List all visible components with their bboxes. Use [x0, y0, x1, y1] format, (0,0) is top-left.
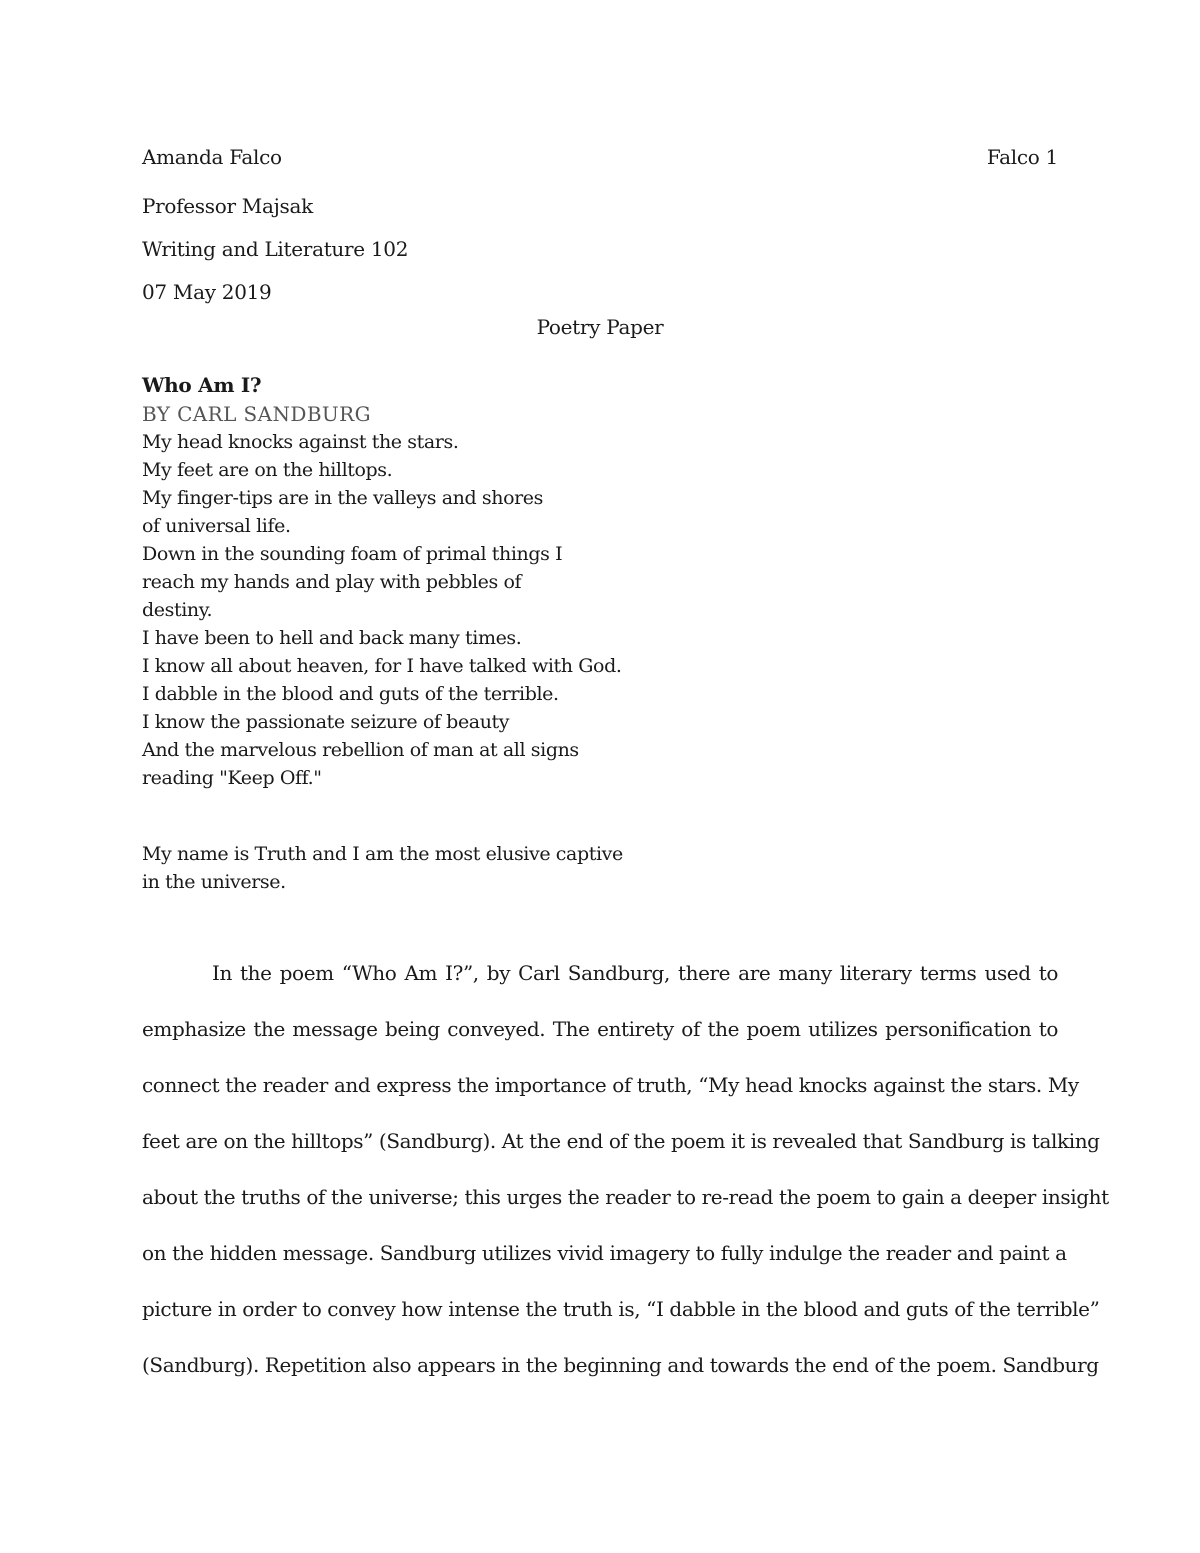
professor-name: Professor Majsak — [142, 194, 313, 218]
poem-line: I dabble in the blood and guts of the terrible. — [142, 683, 559, 705]
page-number: Falco 1 — [986, 145, 1058, 169]
author-name: Amanda Falco — [142, 145, 282, 169]
poem-line: My name is Truth and I am the most elusive captive — [142, 843, 623, 865]
poem-line: of universal life. — [142, 515, 291, 537]
poem-line: Down in the sounding foam of primal things I — [142, 543, 563, 565]
poem-block — [142, 370, 842, 896]
essay-line: emphasize the message being conveyed. The entirety of the poem utilizes personification to — [142, 1017, 1058, 1041]
poem-line: And the marvelous rebellion of man at all signs — [142, 739, 579, 761]
poem-line: My finger-tips are in the valleys and shores — [142, 487, 544, 509]
essay-line: (Sandburg). Repetition also appears in the beginning and towards the end of the poem. Sandburg — [142, 1353, 1099, 1377]
essay-line: In the poem “Who Am I?”, by Carl Sandburg, there are many literary terms used to — [212, 961, 1058, 985]
mla-heading — [142, 185, 408, 314]
poem-line: I know the passionate seizure of beauty — [142, 711, 510, 733]
poem-line: in the universe. — [142, 871, 286, 893]
course-name: Writing and Literature 102 — [142, 237, 409, 261]
essay-line: feet are on the hilltops” (Sandburg). At the end of the poem it is revealed that Sandburg is talking — [142, 1129, 1100, 1153]
poem-line: destiny. — [142, 599, 213, 621]
page-header — [142, 142, 1058, 172]
paper-date: 07 May 2019 — [142, 280, 272, 304]
poem-line: reach my hands and play with pebbles of — [142, 571, 522, 593]
poem-line: I know all about heaven, for I have talked with God. — [142, 655, 622, 677]
paper-title: Poetry Paper — [536, 315, 664, 339]
essay-line: connect the reader and express the importance of truth, “My head knocks against the stars. My — [142, 1073, 1079, 1097]
poem-line: My feet are on the hilltops. — [142, 459, 393, 481]
stanza-gap — [142, 792, 842, 840]
essay-line: about the truths of the universe; this urges the reader to re-read the poem to gain a deeper insight — [142, 1185, 1109, 1209]
poem-line: My head knocks against the stars. — [142, 431, 459, 453]
essay-line: on the hidden message. Sandburg utilizes vivid imagery to fully indulge the reader and paint a — [142, 1241, 1067, 1265]
essay-line: picture in order to convey how intense the truth is, “I dabble in the blood and guts of the terrible” — [142, 1297, 1100, 1321]
poem-title: Who Am I? — [142, 373, 262, 397]
essay-paragraph — [142, 945, 1109, 1393]
poem-line: reading "Keep Off." — [142, 767, 322, 789]
poem-line: I have been to hell and back many times. — [142, 627, 522, 649]
poem-byline: BY CARL SANDBURG — [142, 402, 372, 426]
